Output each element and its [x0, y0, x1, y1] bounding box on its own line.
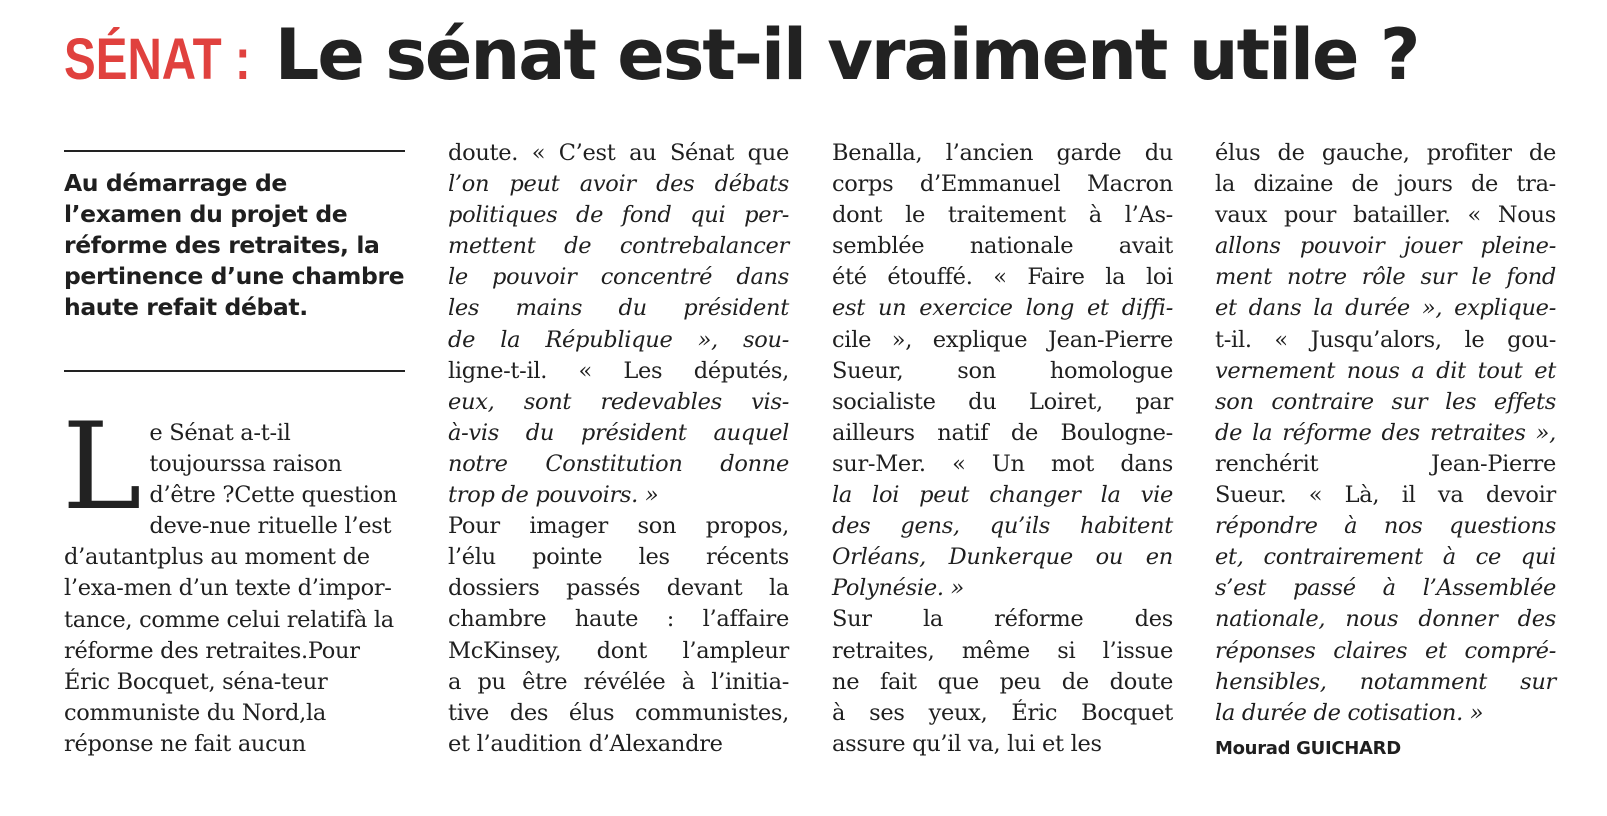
article-line: élus de gauche, profiter de [1215, 140, 1556, 166]
article-line: e Sénat a-t-il toujours [149, 420, 291, 478]
article-line: de la République », sou- [448, 326, 789, 353]
article-column-1 [62, 398, 405, 760]
article-line: Pour imager son propos, [448, 513, 789, 540]
article-line: vernement nous a dit tout et [1215, 357, 1556, 384]
article-line: t-il. « Jusqu’alors, le gou- [1215, 326, 1556, 353]
author-signature: Mourad GUICHARD [1215, 737, 1401, 759]
article-line: la durée de cotisation. » [1215, 699, 1484, 726]
article-line: Orléans, Dunkerque ou en [832, 544, 1173, 571]
article-line: Sueur. « Là, il va devoir [1215, 482, 1556, 509]
chapo: Au démarrage de l’examen du projet de réforme des retraites, la pertinence d’une chambre haute refait débat. [64, 169, 405, 321]
article-line: tive des élus communistes, [448, 699, 789, 726]
article-line: est un exercice long et diffi- [832, 295, 1173, 322]
article-line: l’élu pointe les récents [448, 544, 789, 571]
article-line: et dans la durée », explique- [1215, 295, 1556, 322]
article-line: Sueur, son homologue [832, 357, 1173, 384]
article-line: Cette question deve- [149, 482, 398, 540]
article-line: les mains du président [448, 295, 789, 322]
article-line: Polynésie. » [832, 575, 965, 602]
article-line: Sur la réforme des [832, 606, 1173, 633]
article-line: Pour Éric Bocquet, séna- [64, 637, 360, 695]
headline [64, 10, 1419, 119]
article-line: allons pouvoir jouer pleine- [1215, 233, 1556, 260]
article-line: renchérit Jean-Pierre [1215, 450, 1556, 477]
article-column-2 [448, 138, 789, 760]
article-line: son contraire sur les effets [1215, 388, 1556, 415]
article-line: l’on peut avoir des débats [448, 171, 789, 198]
article-line: politiques de fond qui per- [448, 202, 789, 229]
chapo-bottom-rule [64, 370, 405, 372]
article-line: socialiste du Loiret, par [832, 388, 1173, 415]
article-line: des gens, qu’ils habitent [832, 513, 1173, 540]
article-line: à-vis du président auquel [448, 419, 789, 446]
chapo-top-rule [64, 150, 405, 152]
article-line: trop de pouvoirs. » [448, 482, 659, 509]
article-line: la dizaine de jours de tra- [1215, 171, 1556, 198]
article-line: ligne-t-il. « Les députés, [448, 357, 789, 384]
article-line: McKinsey, dont l’ampleur [448, 637, 789, 664]
article-line: chambre haute : l’affaire [448, 606, 789, 633]
headline-kicker: SÉNAT : [64, 27, 251, 92]
article-line: men d’un texte d’impor- [123, 575, 392, 602]
article-line: doute. « C’est au Sénat que [448, 140, 789, 166]
article-line: retraites, même si l’issue [832, 637, 1173, 664]
article-line: à ses yeux, Éric Bocquet [832, 699, 1173, 726]
article-line: sur-Mer. « Un mot dans [832, 450, 1173, 477]
article-line: a pu être révélée à l’initia- [448, 668, 789, 695]
article-line: la réponse ne fait aucun [64, 699, 326, 757]
article-line: s’est passé à l’Assemblée [1215, 575, 1556, 602]
article-line: dont le traitement à l’As- [832, 202, 1173, 229]
article-line: corps d’Emmanuel Macron [832, 171, 1173, 198]
article-line: eux, sont redevables vis- [448, 388, 789, 415]
article-line: ne fait que peu de doute [832, 668, 1173, 695]
article-column-4 [1215, 138, 1556, 764]
article-line: la loi peut changer la vie [832, 482, 1173, 509]
article-line: Benalla, l’ancien garde du [832, 140, 1173, 166]
article-line: ailleurs natif de Boulogne- [832, 419, 1173, 446]
article-line: teur communiste du Nord, [64, 668, 328, 726]
article-line: le pouvoir concentré dans [448, 264, 789, 291]
article-line: sa raison d’être ? [149, 451, 342, 509]
article-line: hensibles, notamment sur [1215, 668, 1556, 695]
article-line: tance, comme celui relatif [64, 606, 354, 633]
article-line: été étouffé. « Faire la loi [832, 264, 1173, 291]
article-line: à la réforme des retraites. [64, 606, 394, 664]
article-line: semblée nationale avait [832, 233, 1173, 260]
article-line: réponses claires et compré- [1215, 637, 1556, 664]
article-line: ment notre rôle sur le fond [1215, 264, 1556, 291]
article-column-3 [832, 138, 1173, 760]
article-line: assure qu’il va, lui et les [832, 730, 1102, 757]
headline-title: Le sénat est-il vraiment utile ? [274, 14, 1419, 96]
article-line: répondre à nos questions [1215, 513, 1556, 540]
article-line: nue rituelle l’est d’autant [64, 513, 392, 571]
article-line: de la réforme des retraites », [1215, 419, 1556, 446]
article-line: vaux pour batailler. « Nous [1215, 202, 1556, 229]
article-line: et, contrairement à ce qui [1215, 544, 1556, 571]
drop-cap: L [62, 398, 142, 537]
article-line: dossiers passés devant la [448, 575, 789, 602]
article-line: mettent de contrebalancer [448, 233, 789, 260]
article-line: notre Constitution donne [448, 450, 789, 477]
article-line: et l’audition d’Alexandre [448, 730, 723, 757]
article-line: cile », explique Jean-Pierre [832, 326, 1173, 353]
article-line: plus au moment de l’exa- [64, 544, 370, 602]
article-line: nationale, nous donner des [1215, 606, 1556, 633]
